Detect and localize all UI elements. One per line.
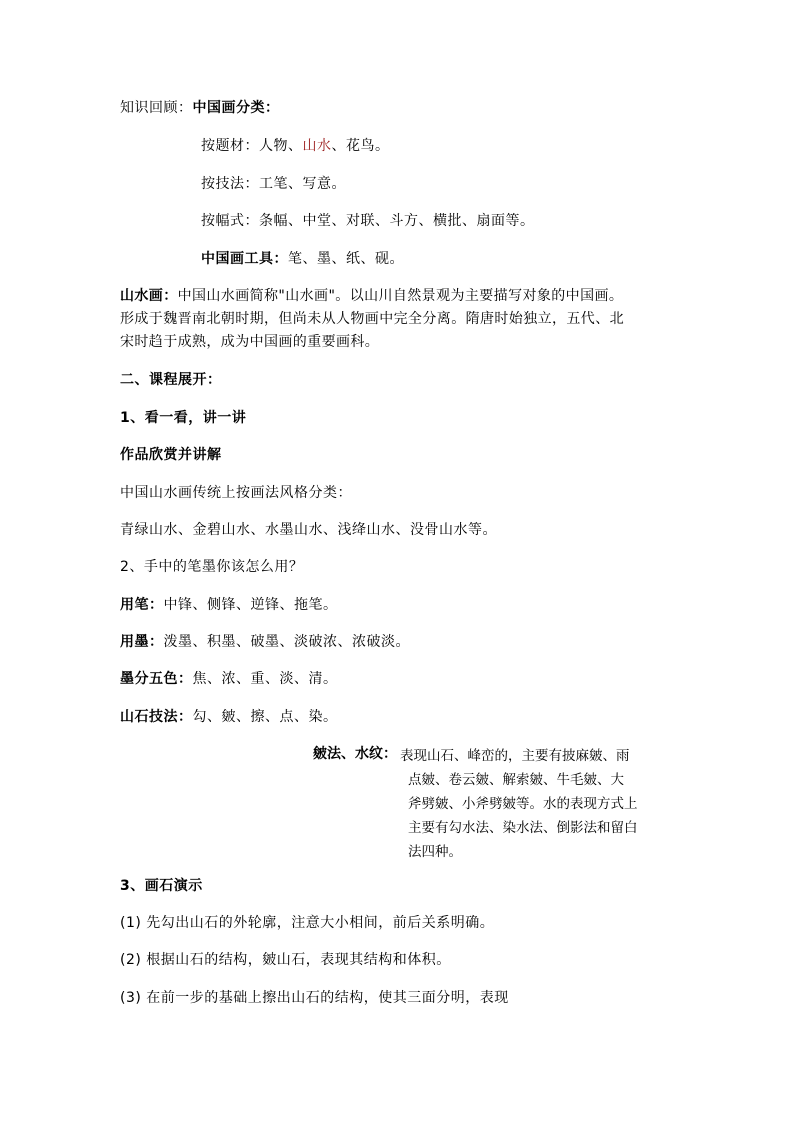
brush-line — [120, 595, 338, 615]
five-colors-value: 焦、浓、重、淡、清。 — [192, 671, 338, 687]
five-colors-line — [120, 669, 338, 689]
rock-value: 勾、皴、擦、点、染。 — [192, 709, 338, 725]
ink-line — [120, 632, 410, 652]
landscape-line2: 形成于魏晋南北朝时期，但尚未从人物画中完全分离。隋唐时始独立，五代、北 — [120, 311, 624, 327]
ink-label: 用墨： — [120, 634, 164, 650]
landscape-line1: 中国山水画简称"山水画"。以山川自然景观为主要描写对象的中国画。 — [177, 288, 624, 304]
ink-value: 泼墨、积墨、破墨、淡破浓、浓破淡。 — [163, 634, 410, 650]
demo-step3: (3) 在前一步的基础上擦出山石的结构，使其三面分明，表现 — [120, 990, 509, 1006]
landscape-label: 山水画： — [120, 288, 178, 304]
classify-technique: 按技法：工笔、写意。 — [201, 176, 346, 192]
landscape-line3: 宋时趋于成熟，成为中国画的重要画科。 — [120, 334, 380, 350]
demo-step1: (1) 先勾出山石的外轮廓，注意大小相间，前后关系明确。 — [120, 915, 495, 931]
demo-title: 3、画石演示 — [120, 878, 203, 894]
landscape-paragraph — [120, 285, 690, 354]
cun-line3: 斧劈皴、小斧劈皴等。水的表现方式上 — [408, 796, 638, 812]
review-heading: 中国画分类： — [192, 100, 280, 116]
appreciation-heading: 作品欣赏并讲解 — [120, 447, 222, 463]
cun-label: 皴法、水纹： — [313, 746, 397, 762]
section2-title: 二、课程展开： — [120, 372, 222, 388]
cun-line1: 表现山石、峰峦的，主要有披麻皴、雨 — [400, 748, 630, 764]
brush-value: 中锋、侧锋、逆锋、拖笔。 — [163, 597, 338, 613]
classify-subject — [201, 136, 390, 156]
cun-line2: 点皴、卷云皴、解索皴、牛毛皴、大 — [408, 772, 624, 788]
section2-item2: 2、手中的笔墨你该怎么用？ — [120, 559, 304, 575]
subject-a: 人物、 — [259, 138, 303, 154]
cun-line5: 法四种。 — [408, 844, 462, 860]
styles-list: 青绿山水、金碧山水、水墨山水、浅绛山水、没骨山水等。 — [120, 522, 497, 538]
review-line — [120, 98, 280, 118]
section2-item1: 1、看一看，讲一讲 — [120, 410, 247, 426]
tools-label: 中国画工具： — [201, 251, 288, 267]
tools-value: 笔、墨、纸、砚。 — [288, 251, 404, 267]
styles-intro: 中国山水画传统上按画法风格分类： — [120, 485, 352, 501]
review-label: 知识回顾： — [120, 100, 193, 116]
demo-step2: (2) 根据山石的结构，皴山石，表现其结构和体积。 — [120, 952, 451, 968]
classify-format: 按幅式：条幅、中堂、对联、斗方、横批、扇面等。 — [201, 213, 535, 229]
brush-label: 用笔： — [120, 597, 164, 613]
five-colors-label: 墨分五色： — [120, 671, 193, 687]
rock-label: 山石技法： — [120, 709, 193, 725]
cun-line4: 主要有勾水法、染水法、倒影法和留白 — [408, 820, 638, 836]
rock-line — [120, 707, 338, 727]
subject-landscape: 山水 — [302, 138, 332, 154]
cun-text — [400, 744, 698, 864]
subject-label: 按题材： — [201, 138, 259, 154]
classify-tools — [201, 249, 404, 269]
subject-c: 、花鸟。 — [331, 138, 390, 154]
